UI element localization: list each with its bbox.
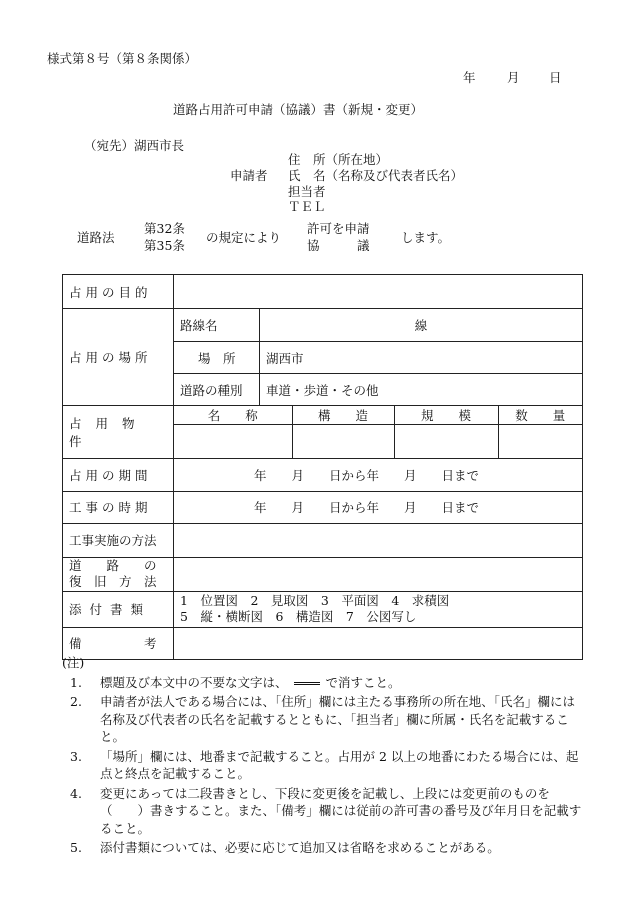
name-label: 氏 名（名称及び代表者氏名） — [288, 168, 464, 183]
object-subtable — [174, 406, 582, 458]
statement-end: します。 — [401, 230, 451, 245]
road-type-label: 道路の種別 — [174, 374, 260, 406]
place-field[interactable]: 湖西市 — [260, 342, 583, 374]
object-header-quantity: 数 量 — [498, 406, 582, 425]
restore-label-line1: 道 路 の — [69, 558, 157, 573]
notes-heading: (注) — [62, 655, 85, 670]
object-header-structure: 構 造 — [292, 406, 394, 425]
object-label: 占用物件 — [63, 406, 174, 459]
attachments-label: 添付書類 — [63, 591, 174, 627]
restore-field[interactable] — [174, 557, 583, 591]
form-number: 様式第８号（第８条関係） — [47, 51, 198, 66]
note-item: 1. 標題及び本文中の不要な文字は、 で消すこと。 — [70, 674, 401, 690]
route-name-field[interactable] — [260, 309, 583, 342]
address-label: 住 所（所在地） — [288, 152, 389, 167]
construction-field[interactable]: 年 月 日から年 月 日まで — [174, 491, 583, 523]
purpose-label: 占用の目的 — [63, 275, 174, 309]
object-name-field[interactable] — [174, 425, 292, 458]
purpose-field[interactable] — [174, 275, 583, 309]
attachments-line1: 1 位置図 2 見取図 3 平面図 4 求積図 — [180, 593, 450, 608]
object-header-scale: 規 模 — [394, 406, 498, 425]
double-strike-mark — [294, 682, 320, 685]
document-title: 道路占用許可申請（協議）書（新規・変更） — [173, 102, 424, 117]
note-item: 4. 変更にあっては二段書きとし、下段に変更後を記載し、上段には変更前のものを（ ）書きすること。また、「備考」欄には従前の許可書の番号及び年月日を記載すること。 — [70, 785, 582, 836]
construction-label: 工事の時期 — [63, 491, 174, 523]
person-label: 担当者 — [288, 184, 326, 199]
method-label: 工事実施の方法 — [63, 523, 174, 557]
note-item: 2. 申請者が法人である場合には、「住所」欄には主たる事務所の所在地、「氏名」欄には名称及び代表者の氏名を記載するとともに、「担当者」欄に所属・氏名を記載すること。 — [70, 694, 576, 744]
route-suffix: 線 — [414, 318, 428, 333]
statement-law: 道路法 — [77, 230, 115, 245]
addressee: （宛先）湖西市長 — [84, 138, 185, 153]
application-table — [62, 274, 583, 660]
tel-label: ＴＥＬ — [288, 199, 326, 214]
date-year: 年 — [463, 70, 476, 85]
road-type-field[interactable]: 車道・歩道・その他 — [260, 374, 583, 406]
attachments-line2: 5 縦・横断図 6 構造図 7 公図写し — [180, 609, 417, 624]
note-item: 5. 添付書類については、必要に応じて追加又は省略を求めることがある。 — [70, 840, 500, 855]
method-field[interactable] — [174, 523, 583, 557]
statement-option-consult: 協 議 — [307, 238, 370, 253]
location-label: 占用の場所 — [63, 309, 174, 406]
applicant-label: 申請者 — [230, 168, 268, 183]
statement-option-apply: 許可を申請 — [307, 221, 370, 236]
object-header-name: 名 称 — [174, 406, 292, 425]
object-structure-field[interactable] — [292, 425, 394, 458]
remarks-label: 備 考 — [63, 627, 174, 659]
notes-section — [62, 654, 587, 857]
route-name-label: 路線名 — [174, 309, 260, 342]
statement-middle: の規定により — [206, 230, 282, 245]
date-day: 日 — [549, 70, 562, 85]
note-item: 3. 「場所」欄には、地番まで記載すること。占用が 2 以上の地番にわたる場合には、起点と終点を記載すること。 — [70, 748, 579, 781]
object-quantity-field[interactable] — [498, 425, 582, 458]
restore-label-line2: 復 旧 方 法 — [69, 574, 157, 589]
statement-article-35: 第35条 — [144, 238, 185, 253]
place-label: 場 所 — [174, 342, 260, 374]
period-field[interactable]: 年 月 日から年 月 日まで — [174, 458, 583, 491]
statement-article-32: 第32条 — [144, 221, 185, 236]
date-month: 月 — [507, 70, 520, 85]
object-scale-field[interactable] — [394, 425, 498, 458]
period-label: 占用の期間 — [63, 458, 174, 491]
